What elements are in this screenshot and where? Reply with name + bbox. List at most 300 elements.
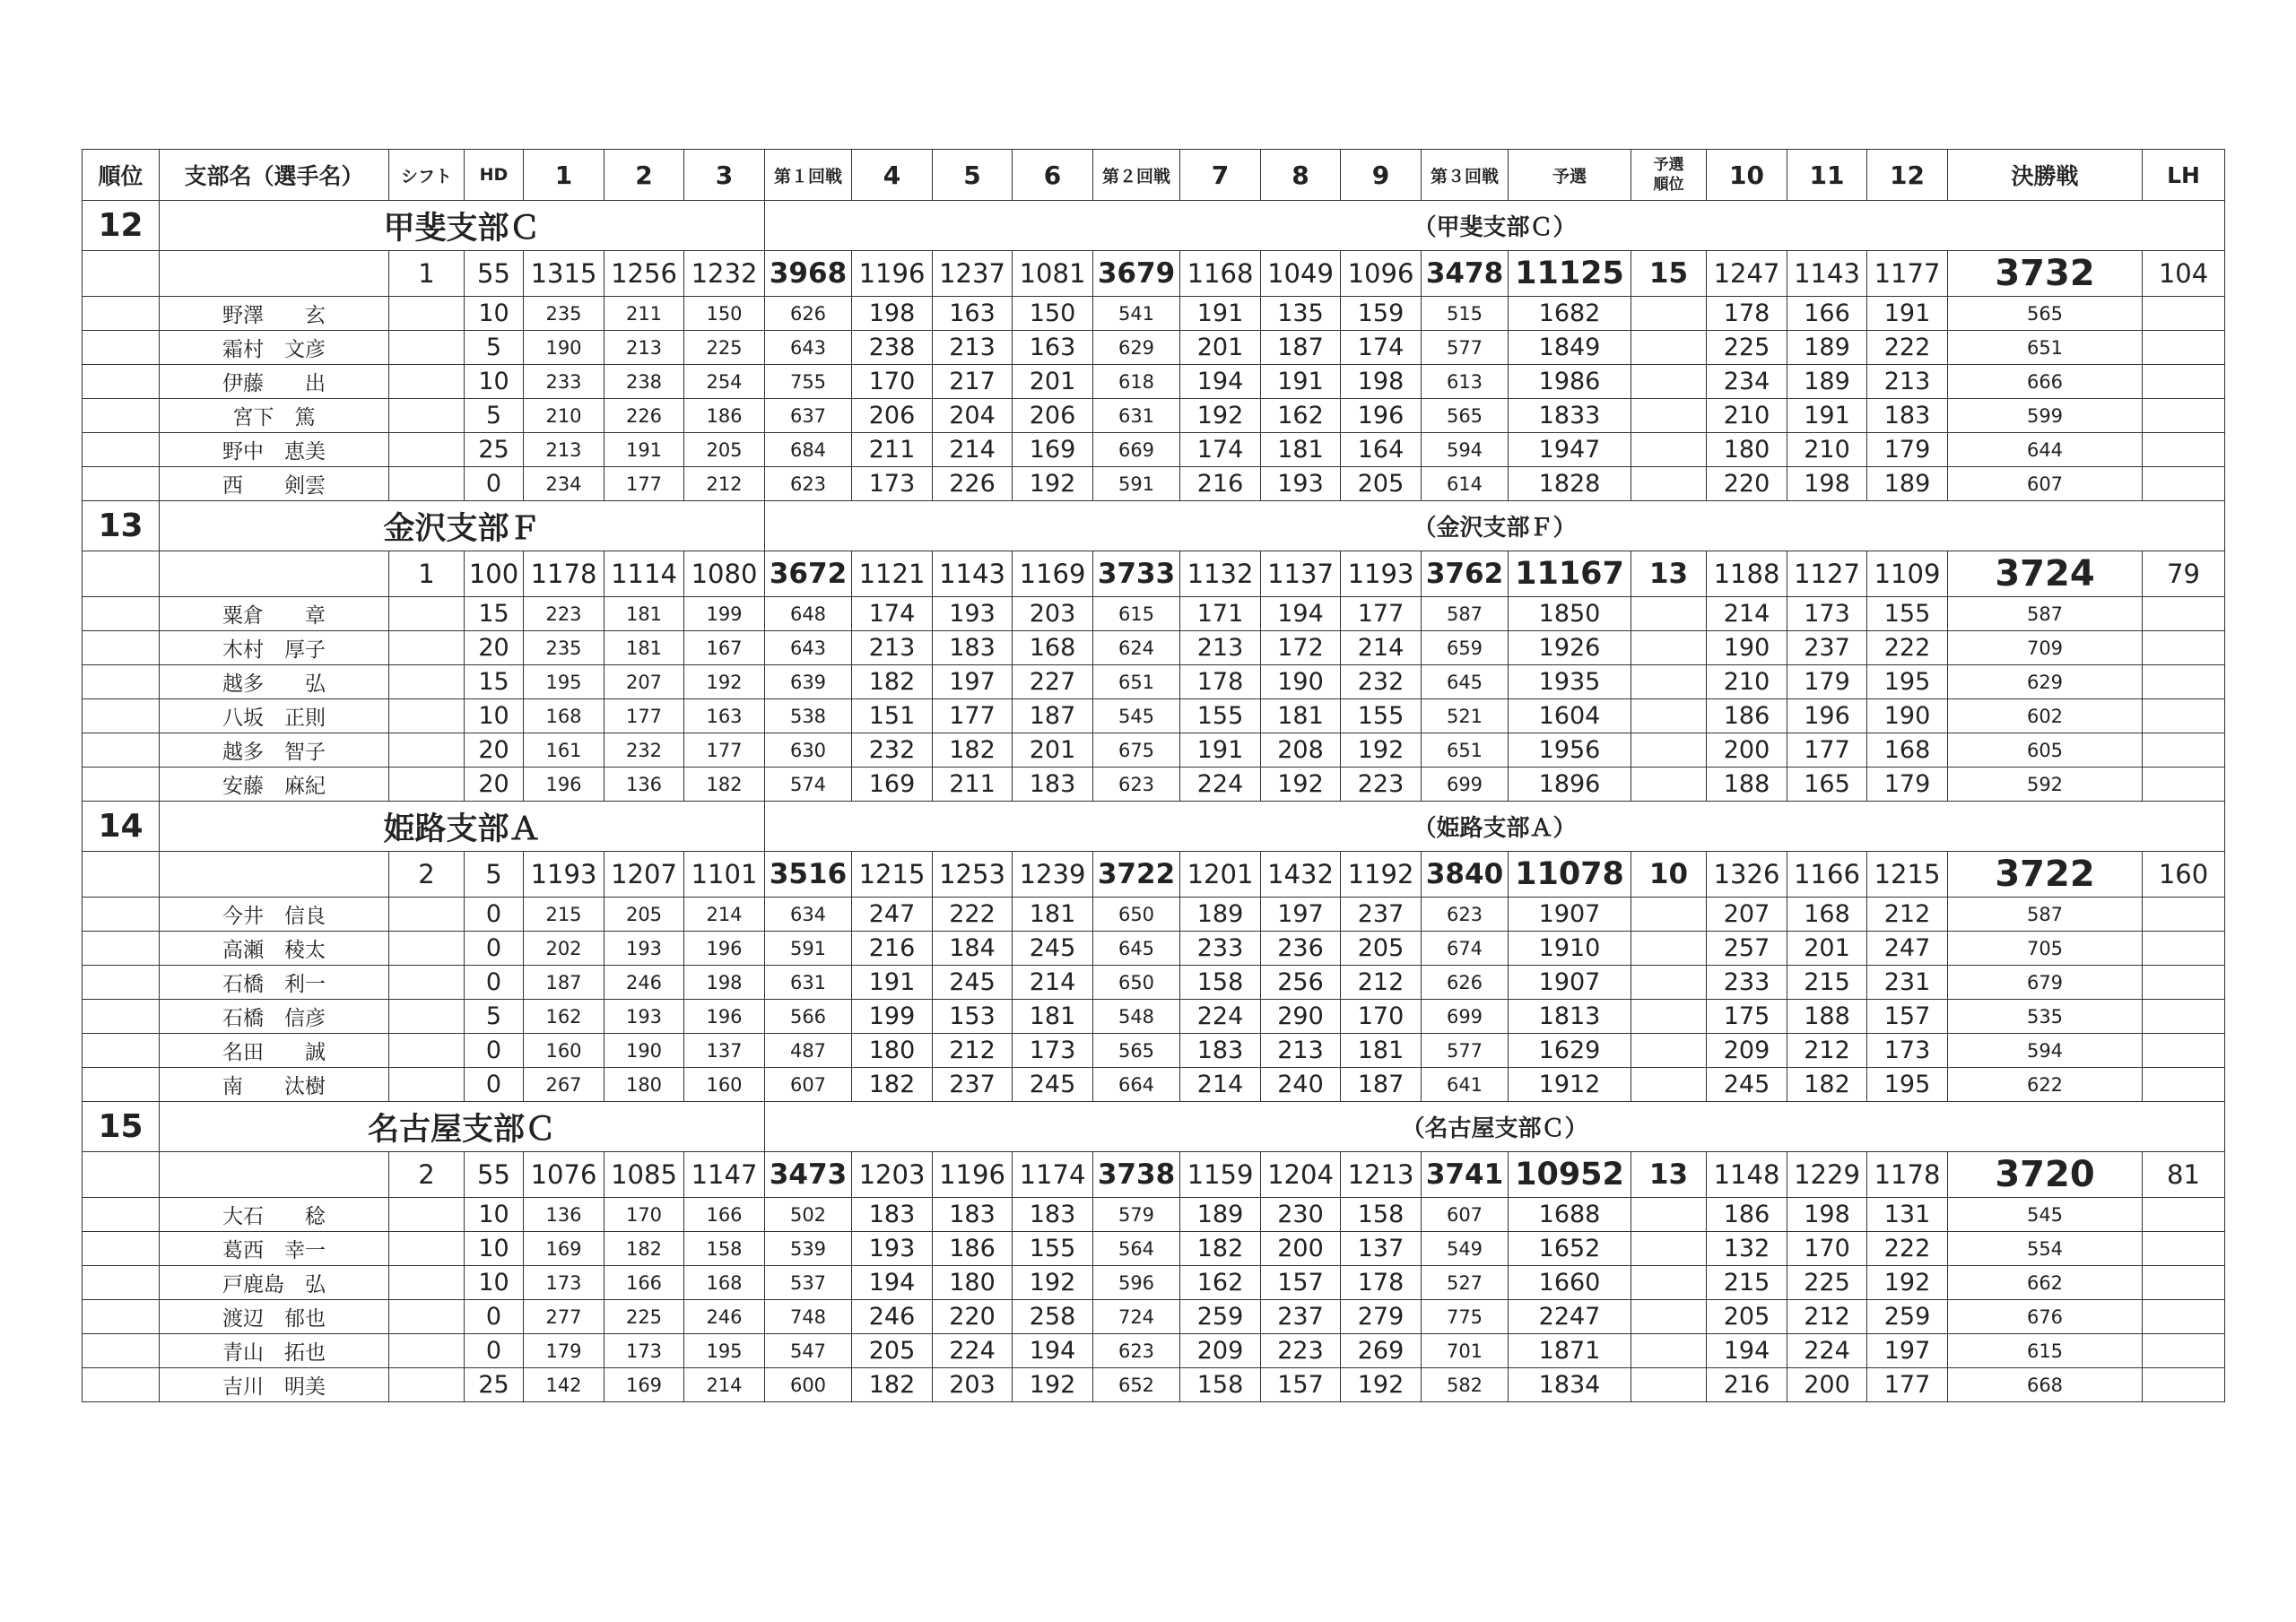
team-total-cell: 1168 — [1180, 251, 1261, 297]
player-score-cell: 173 — [1867, 1034, 1948, 1068]
player-score-cell: 172 — [1261, 631, 1341, 665]
player-score-cell: 605 — [1948, 733, 2143, 768]
empty-cell — [83, 1232, 160, 1266]
player-score-cell: 174 — [852, 597, 933, 631]
team-rank: 14 — [83, 802, 160, 852]
empty-cell — [2143, 768, 2225, 802]
player-score-cell: 192 — [1867, 1266, 1948, 1300]
player-score-cell: 641 — [1422, 1068, 1509, 1102]
team-total-cell: 1109 — [1867, 551, 1948, 597]
player-score-cell: 579 — [1093, 1198, 1180, 1232]
player-score-cell: 179 — [1867, 768, 1948, 802]
team-total-cell: 1193 — [1341, 551, 1422, 597]
player-score-cell: 183 — [1013, 1198, 1093, 1232]
empty-cell — [83, 551, 160, 597]
team-name: 名古屋支部Ｃ — [160, 1102, 765, 1152]
player-score-cell: 247 — [852, 898, 933, 932]
player-score-cell: 194 — [1261, 597, 1341, 631]
team-total-cell: 1237 — [933, 251, 1013, 297]
player-score-cell: 213 — [524, 433, 604, 467]
header-row — [83, 150, 2225, 201]
player-score-cell: 535 — [1948, 1000, 2143, 1034]
player-score-cell: 182 — [852, 1368, 933, 1402]
player-score-cell: 191 — [604, 433, 684, 467]
player-name: 吉川 明美 — [160, 1368, 389, 1402]
player-score-cell: 215 — [1787, 966, 1867, 1000]
player-score-cell: 645 — [1422, 665, 1509, 699]
player-score-cell: 502 — [765, 1198, 852, 1232]
player-score-cell: 193 — [933, 597, 1013, 631]
player-score-cell: 182 — [1787, 1068, 1867, 1102]
player-score-cell: 183 — [1180, 1034, 1261, 1068]
empty-cell — [83, 1000, 160, 1034]
player-score-cell: 157 — [1261, 1266, 1341, 1300]
player-score-cell: 192 — [1261, 768, 1341, 802]
player-score-cell: 193 — [1261, 467, 1341, 501]
player-score-cell: 190 — [604, 1034, 684, 1068]
player-score-cell: 607 — [1422, 1198, 1509, 1232]
player-score-cell: 157 — [1867, 1000, 1948, 1034]
player-score-cell: 217 — [933, 365, 1013, 399]
player-score-cell: 169 — [852, 768, 933, 802]
team-total-cell: 1159 — [1180, 1152, 1261, 1198]
team-total-cell: 1178 — [524, 551, 604, 597]
player-score-cell: 198 — [852, 297, 933, 331]
player-score-cell: 216 — [852, 932, 933, 966]
player-score-cell: 1926 — [1509, 631, 1631, 665]
player-row — [83, 297, 2225, 331]
empty-cell — [2143, 733, 2225, 768]
player-score-cell: 131 — [1867, 1198, 1948, 1232]
player-score-cell: 224 — [1787, 1334, 1867, 1368]
player-score-cell: 191 — [1180, 297, 1261, 331]
player-score-cell: 223 — [1341, 768, 1422, 802]
empty-cell — [2143, 966, 2225, 1000]
player-score-cell: 174 — [1341, 331, 1422, 365]
player-score-cell: 629 — [1093, 331, 1180, 365]
player-row — [83, 597, 2225, 631]
player-score-cell: 197 — [933, 665, 1013, 699]
player-score-cell: 205 — [684, 433, 765, 467]
player-score-cell: 183 — [852, 1198, 933, 1232]
player-score-cell: 223 — [524, 597, 604, 631]
empty-cell — [83, 399, 160, 433]
player-score-cell: 487 — [765, 1034, 852, 1068]
player-score-cell: 615 — [1948, 1334, 2143, 1368]
empty-cell — [83, 1068, 160, 1102]
team-total-cell: 3722 — [1948, 852, 2143, 898]
player-score-cell: 163 — [1013, 331, 1093, 365]
player-row — [83, 1266, 2225, 1300]
team-total-cell: 3840 — [1422, 852, 1509, 898]
team-total-cell: 1148 — [1707, 1152, 1787, 1198]
player-score-cell: 1910 — [1509, 932, 1631, 966]
player-score-cell: 191 — [1867, 297, 1948, 331]
empty-cell — [389, 399, 465, 433]
player-score-cell: 198 — [684, 966, 765, 1000]
empty-cell — [1631, 932, 1707, 966]
player-score-cell: 214 — [1180, 1068, 1261, 1102]
player-row — [83, 966, 2225, 1000]
player-score-cell: 1813 — [1509, 1000, 1631, 1034]
player-score-cell: 205 — [1341, 932, 1422, 966]
team-subtitle: （名古屋支部Ｃ） — [765, 1102, 2225, 1152]
header-cell: 9 — [1341, 150, 1422, 201]
player-score-cell: 705 — [1948, 932, 2143, 966]
player-score-cell: 539 — [765, 1232, 852, 1266]
player-hd: 5 — [465, 1000, 524, 1034]
team-total-cell: 1207 — [604, 852, 684, 898]
player-score-cell: 1652 — [1509, 1232, 1631, 1266]
player-score-cell: 225 — [1707, 331, 1787, 365]
player-name: 高瀬 稜太 — [160, 932, 389, 966]
team-total-cell: 79 — [2143, 551, 2225, 597]
empty-cell — [389, 1300, 465, 1334]
player-score-cell: 223 — [1261, 1334, 1341, 1368]
player-score-cell: 190 — [1867, 699, 1948, 733]
player-score-cell: 240 — [1261, 1068, 1341, 1102]
player-score-cell: 177 — [1787, 733, 1867, 768]
player-hd: 0 — [465, 1034, 524, 1068]
player-score-cell: 231 — [1867, 966, 1948, 1000]
player-score-cell: 256 — [1261, 966, 1341, 1000]
player-score-cell: 651 — [1422, 733, 1509, 768]
player-score-cell: 1828 — [1509, 467, 1631, 501]
team-total-cell: 1137 — [1261, 551, 1341, 597]
player-score-cell: 659 — [1422, 631, 1509, 665]
empty-cell — [1631, 331, 1707, 365]
header-cell: 5 — [933, 150, 1013, 201]
team-total-cell: 3478 — [1422, 251, 1509, 297]
player-score-cell: 233 — [1180, 932, 1261, 966]
header-cell: HD — [465, 150, 524, 201]
team-total-cell: 1432 — [1261, 852, 1341, 898]
player-score-cell: 212 — [1787, 1300, 1867, 1334]
team-total-cell: 3738 — [1093, 1152, 1180, 1198]
player-score-cell: 181 — [604, 631, 684, 665]
empty-cell — [1631, 1300, 1707, 1334]
player-score-cell: 564 — [1093, 1232, 1180, 1266]
player-score-cell: 182 — [604, 1232, 684, 1266]
team-total-cell: 55 — [465, 1152, 524, 1198]
empty-cell — [389, 467, 465, 501]
team-total-cell: 1080 — [684, 551, 765, 597]
empty-cell — [2143, 1300, 2225, 1334]
empty-cell — [1631, 1368, 1707, 1402]
player-name: 青山 拓也 — [160, 1334, 389, 1368]
player-score-cell: 169 — [1013, 433, 1093, 467]
empty-cell — [83, 365, 160, 399]
team-rank: 13 — [83, 501, 160, 551]
empty-cell — [83, 1334, 160, 1368]
player-score-cell: 626 — [765, 297, 852, 331]
player-score-cell: 214 — [1341, 631, 1422, 665]
empty-cell — [2143, 331, 2225, 365]
team-summary-row — [83, 251, 2225, 297]
empty-cell — [2143, 1334, 2225, 1368]
player-score-cell: 213 — [1261, 1034, 1341, 1068]
header-cell: 第３回戦 — [1422, 150, 1509, 201]
team-total-cell: 1213 — [1341, 1152, 1422, 1198]
empty-cell — [2143, 433, 2225, 467]
player-score-cell: 211 — [604, 297, 684, 331]
player-hd: 0 — [465, 1334, 524, 1368]
player-score-cell: 1604 — [1509, 699, 1631, 733]
player-score-cell: 212 — [1341, 966, 1422, 1000]
player-score-cell: 607 — [765, 1068, 852, 1102]
team-total-cell: 1 — [389, 251, 465, 297]
empty-cell — [389, 297, 465, 331]
player-score-cell: 173 — [524, 1266, 604, 1300]
player-score-cell: 170 — [1787, 1232, 1867, 1266]
player-score-cell: 1871 — [1509, 1334, 1631, 1368]
player-score-cell: 210 — [1787, 433, 1867, 467]
player-hd: 15 — [465, 597, 524, 631]
player-score-cell: 135 — [1261, 297, 1341, 331]
player-row — [83, 1334, 2225, 1368]
player-score-cell: 245 — [933, 966, 1013, 1000]
player-score-cell: 212 — [1867, 898, 1948, 932]
player-score-cell: 237 — [1787, 631, 1867, 665]
player-score-cell: 190 — [1707, 631, 1787, 665]
player-score-cell: 190 — [1261, 665, 1341, 699]
empty-cell — [389, 331, 465, 365]
header-cell: 第１回戦 — [765, 150, 852, 201]
player-score-cell: 173 — [852, 467, 933, 501]
player-score-cell: 169 — [604, 1368, 684, 1402]
empty-cell — [83, 733, 160, 768]
team-total-cell: 3722 — [1093, 852, 1180, 898]
empty-cell — [1631, 1000, 1707, 1034]
empty-cell — [160, 251, 389, 297]
header-cell: 8 — [1261, 150, 1341, 201]
team-total-cell: 1204 — [1261, 1152, 1341, 1198]
player-hd: 5 — [465, 399, 524, 433]
empty-cell — [389, 1334, 465, 1368]
empty-cell — [83, 1266, 160, 1300]
player-score-cell: 574 — [765, 768, 852, 802]
player-score-cell: 166 — [604, 1266, 684, 1300]
player-score-cell: 186 — [1707, 1198, 1787, 1232]
header-cell: 予選 — [1509, 150, 1631, 201]
player-score-cell: 587 — [1948, 898, 2143, 932]
team-total-cell: 1174 — [1013, 1152, 1093, 1198]
player-score-cell: 669 — [1093, 433, 1180, 467]
player-name: 粟倉 章 — [160, 597, 389, 631]
team-total-cell: 1143 — [933, 551, 1013, 597]
empty-cell — [83, 898, 160, 932]
player-score-cell: 246 — [852, 1300, 933, 1334]
player-score-cell: 181 — [1013, 898, 1093, 932]
empty-cell — [2143, 1000, 2225, 1034]
player-score-cell: 189 — [1180, 898, 1261, 932]
player-score-cell: 186 — [1707, 699, 1787, 733]
player-name: 南 汰樹 — [160, 1068, 389, 1102]
player-score-cell: 634 — [765, 898, 852, 932]
header-cell: 7 — [1180, 150, 1261, 201]
player-score-cell: 198 — [1341, 365, 1422, 399]
player-score-cell: 668 — [1948, 1368, 2143, 1402]
player-score-cell: 238 — [604, 365, 684, 399]
player-score-cell: 245 — [1013, 1068, 1093, 1102]
empty-cell — [389, 1266, 465, 1300]
team-total-cell: 10 — [1631, 852, 1707, 898]
player-score-cell: 215 — [1707, 1266, 1787, 1300]
player-score-cell: 650 — [1093, 898, 1180, 932]
player-row — [83, 433, 2225, 467]
player-score-cell: 213 — [1867, 365, 1948, 399]
player-score-cell: 189 — [1867, 467, 1948, 501]
empty-cell — [2143, 631, 2225, 665]
empty-cell — [160, 1152, 389, 1198]
player-score-cell: 192 — [1341, 733, 1422, 768]
player-score-cell: 196 — [684, 1000, 765, 1034]
player-score-cell: 222 — [1867, 331, 1948, 365]
player-score-cell: 631 — [765, 966, 852, 1000]
player-score-cell: 775 — [1422, 1300, 1509, 1334]
player-score-cell: 163 — [933, 297, 1013, 331]
team-total-cell: 3473 — [765, 1152, 852, 1198]
player-score-cell: 630 — [765, 733, 852, 768]
player-score-cell: 216 — [1180, 467, 1261, 501]
player-score-cell: 196 — [684, 932, 765, 966]
team-header-row — [83, 802, 2225, 852]
empty-cell — [1631, 597, 1707, 631]
player-hd: 20 — [465, 768, 524, 802]
player-score-cell: 192 — [1013, 1368, 1093, 1402]
player-score-cell: 186 — [933, 1232, 1013, 1266]
player-score-cell: 195 — [524, 665, 604, 699]
player-score-cell: 1850 — [1509, 597, 1631, 631]
player-score-cell: 234 — [524, 467, 604, 501]
player-score-cell: 179 — [524, 1334, 604, 1368]
player-score-cell: 183 — [1867, 399, 1948, 433]
player-row — [83, 733, 2225, 768]
player-score-cell: 645 — [1093, 932, 1180, 966]
player-score-cell: 210 — [1707, 399, 1787, 433]
player-score-cell: 213 — [933, 331, 1013, 365]
player-score-cell: 158 — [1180, 1368, 1261, 1402]
player-score-cell: 192 — [684, 665, 765, 699]
empty-cell — [1631, 699, 1707, 733]
player-score-cell: 206 — [1013, 399, 1093, 433]
empty-cell — [389, 966, 465, 1000]
player-score-cell: 214 — [684, 1368, 765, 1402]
header-cell: 第２回戦 — [1093, 150, 1180, 201]
team-total-cell: 11078 — [1509, 852, 1631, 898]
empty-cell — [1631, 1034, 1707, 1068]
empty-cell — [2143, 932, 2225, 966]
player-score-cell: 197 — [1261, 898, 1341, 932]
team-name: 金沢支部Ｆ — [160, 501, 765, 551]
player-score-cell: 577 — [1422, 1034, 1509, 1068]
player-score-cell: 254 — [684, 365, 765, 399]
player-score-cell: 232 — [852, 733, 933, 768]
player-score-cell: 629 — [1948, 665, 2143, 699]
player-score-cell: 164 — [1341, 433, 1422, 467]
team-total-cell: 1196 — [933, 1152, 1013, 1198]
player-score-cell: 179 — [1867, 433, 1948, 467]
player-score-cell: 200 — [1787, 1368, 1867, 1402]
player-score-cell: 162 — [524, 1000, 604, 1034]
player-score-cell: 709 — [1948, 631, 2143, 665]
team-total-cell: 3724 — [1948, 551, 2143, 597]
team-name: 甲斐支部Ｃ — [160, 201, 765, 251]
player-hd: 15 — [465, 665, 524, 699]
player-score-cell: 224 — [1180, 768, 1261, 802]
team-total-cell: 1178 — [1867, 1152, 1948, 1198]
player-score-cell: 245 — [1013, 932, 1093, 966]
player-score-cell: 222 — [1867, 1232, 1948, 1266]
player-score-cell: 158 — [1180, 966, 1261, 1000]
player-score-cell: 174 — [1180, 433, 1261, 467]
player-score-cell: 699 — [1422, 1000, 1509, 1034]
team-total-cell: 1229 — [1787, 1152, 1867, 1198]
player-name: 渡辺 郁也 — [160, 1300, 389, 1334]
empty-cell — [83, 1300, 160, 1334]
player-score-cell: 211 — [933, 768, 1013, 802]
player-score-cell: 194 — [1707, 1334, 1787, 1368]
empty-cell — [2143, 898, 2225, 932]
player-score-cell: 171 — [1180, 597, 1261, 631]
player-score-cell: 216 — [1707, 1368, 1787, 1402]
player-score-cell: 582 — [1422, 1368, 1509, 1402]
player-score-cell: 220 — [1707, 467, 1787, 501]
empty-cell — [389, 665, 465, 699]
player-hd: 0 — [465, 932, 524, 966]
player-row — [83, 331, 2225, 365]
team-total-cell: 1121 — [852, 551, 933, 597]
team-total-cell: 3732 — [1948, 251, 2143, 297]
player-score-cell: 623 — [1422, 898, 1509, 932]
header-cell: 4 — [852, 150, 933, 201]
team-name: 姫路支部Ａ — [160, 802, 765, 852]
player-score-cell: 201 — [1013, 365, 1093, 399]
player-name: 霜村 文彦 — [160, 331, 389, 365]
player-row — [83, 1232, 2225, 1266]
player-score-cell: 201 — [1013, 733, 1093, 768]
player-row — [83, 665, 2225, 699]
player-score-cell: 180 — [604, 1068, 684, 1102]
player-score-cell: 1907 — [1509, 966, 1631, 1000]
player-score-cell: 237 — [1261, 1300, 1341, 1334]
player-score-cell: 187 — [1341, 1068, 1422, 1102]
player-score-cell: 159 — [1341, 297, 1422, 331]
player-score-cell: 205 — [1341, 467, 1422, 501]
empty-cell — [83, 433, 160, 467]
player-name: 越多 智子 — [160, 733, 389, 768]
player-hd: 25 — [465, 1368, 524, 1402]
empty-cell — [389, 1000, 465, 1034]
player-score-cell: 213 — [604, 331, 684, 365]
player-score-cell: 181 — [1261, 433, 1341, 467]
player-hd: 0 — [465, 1068, 524, 1102]
team-total-cell: 1253 — [933, 852, 1013, 898]
player-score-cell: 150 — [684, 297, 765, 331]
team-total-cell: 13 — [1631, 551, 1707, 597]
player-score-cell: 153 — [933, 1000, 1013, 1034]
player-score-cell: 258 — [1013, 1300, 1093, 1334]
team-total-cell: 3741 — [1422, 1152, 1509, 1198]
player-score-cell: 596 — [1093, 1266, 1180, 1300]
empty-cell — [2143, 1198, 2225, 1232]
player-hd: 10 — [465, 1266, 524, 1300]
player-score-cell: 189 — [1180, 1198, 1261, 1232]
player-score-cell: 188 — [1707, 768, 1787, 802]
player-score-cell: 192 — [1180, 399, 1261, 433]
player-score-cell: 161 — [524, 733, 604, 768]
player-score-cell: 224 — [1180, 1000, 1261, 1034]
